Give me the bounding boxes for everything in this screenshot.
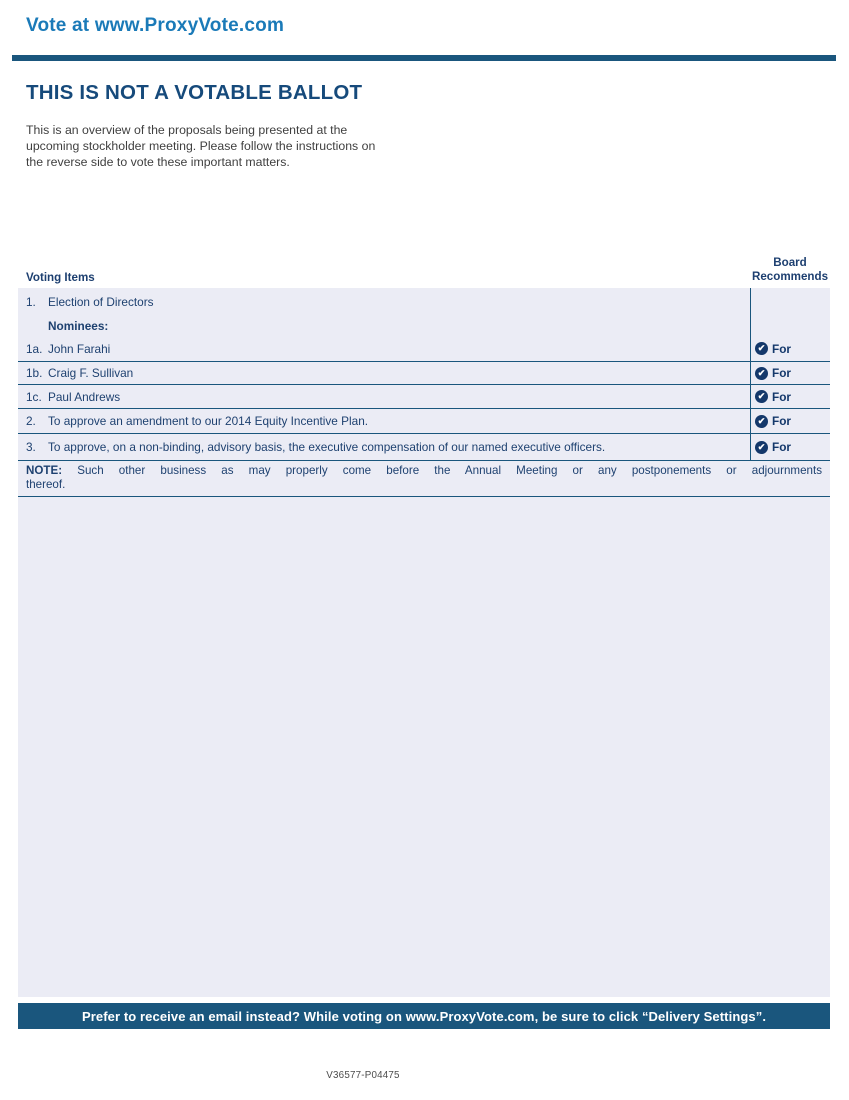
table-row [18,385,830,409]
board-recommends-for-badge [755,390,791,404]
board-recommends-for-badge [755,342,791,356]
item-text: John Farahi [48,341,111,356]
board-recommends-for-badge [755,440,791,454]
item-text: To approve, on a non-binding, advisory basis, the executive compensation of our named executive officers. [48,440,606,454]
recommend-cell [750,434,830,460]
vote-url-heading: Vote at www.ProxyVote.com [26,15,285,36]
item-number: 3. [26,440,36,454]
recommend-label: For [772,366,792,380]
email-preference-banner [18,1003,830,1029]
note-label: NOTE: [26,464,63,477]
header-rule [12,55,836,61]
check-circle-icon: ✔ [755,342,768,355]
board-recommends-for-badge [755,414,791,428]
item-number: 1b. [26,366,43,380]
table-row [18,409,830,434]
item-text: Craig F. Sullivan [48,366,134,380]
recommend-cell [750,362,830,384]
item-number: 1a. [26,341,43,356]
banner-text: Prefer to receive an email instead? While voting on www.ProxyVote.com, be sure to click “Delivery Settings”. [81,1008,767,1024]
item-text: To approve an amendment to our 2014 Equity Incentive Plan. [48,414,369,428]
column-header-voting-items: Voting Items [26,271,95,284]
item-text: Nominees: [48,318,109,333]
recommend-cell [750,315,830,336]
recommend-cell [750,336,830,361]
item-number: 1c. [26,389,42,404]
intro-line: This is an overview of the proposals being presented at the [26,123,348,137]
intro-line: the reverse side to vote these important matters. [26,155,290,169]
print-control-code: V36577-P04475 [326,1070,400,1081]
item-number: 2. [26,414,36,428]
empty-table-area [18,497,830,997]
check-circle-icon: ✔ [755,367,768,380]
item-text: Paul Andrews [48,389,121,404]
note-text: Such other business as may properly come before the Annual Meeting or any postponements or adjournments [77,464,822,477]
check-circle-icon: ✔ [755,441,768,454]
table-row [18,315,830,336]
intro-line: upcoming stockholder meeting. Please follow the instructions on [26,139,376,153]
recommend-label: For [772,440,792,454]
recommend-cell [750,385,830,408]
recommend-cell [750,409,830,433]
intro-paragraph [26,122,426,170]
voting-items-table [18,288,830,997]
note-row [18,461,830,497]
recommend-label: For [772,389,792,404]
page-title: THIS IS NOT A VOTABLE BALLOT [26,81,363,104]
table-row [18,434,830,461]
column-header-board-recommends: Board Recommends [751,256,829,283]
item-text: Election of Directors [48,294,154,309]
check-circle-icon: ✔ [755,415,768,428]
table-row [18,362,830,385]
recommend-label: For [772,341,792,356]
recommend-label: For [772,414,792,428]
table-row [18,288,830,315]
recommend-cell [750,288,830,315]
check-circle-icon: ✔ [755,390,768,403]
item-number: 1. [26,294,36,309]
table-row [18,336,830,362]
board-recommends-for-badge [755,366,791,380]
note-text-continued: thereof. [26,477,66,491]
